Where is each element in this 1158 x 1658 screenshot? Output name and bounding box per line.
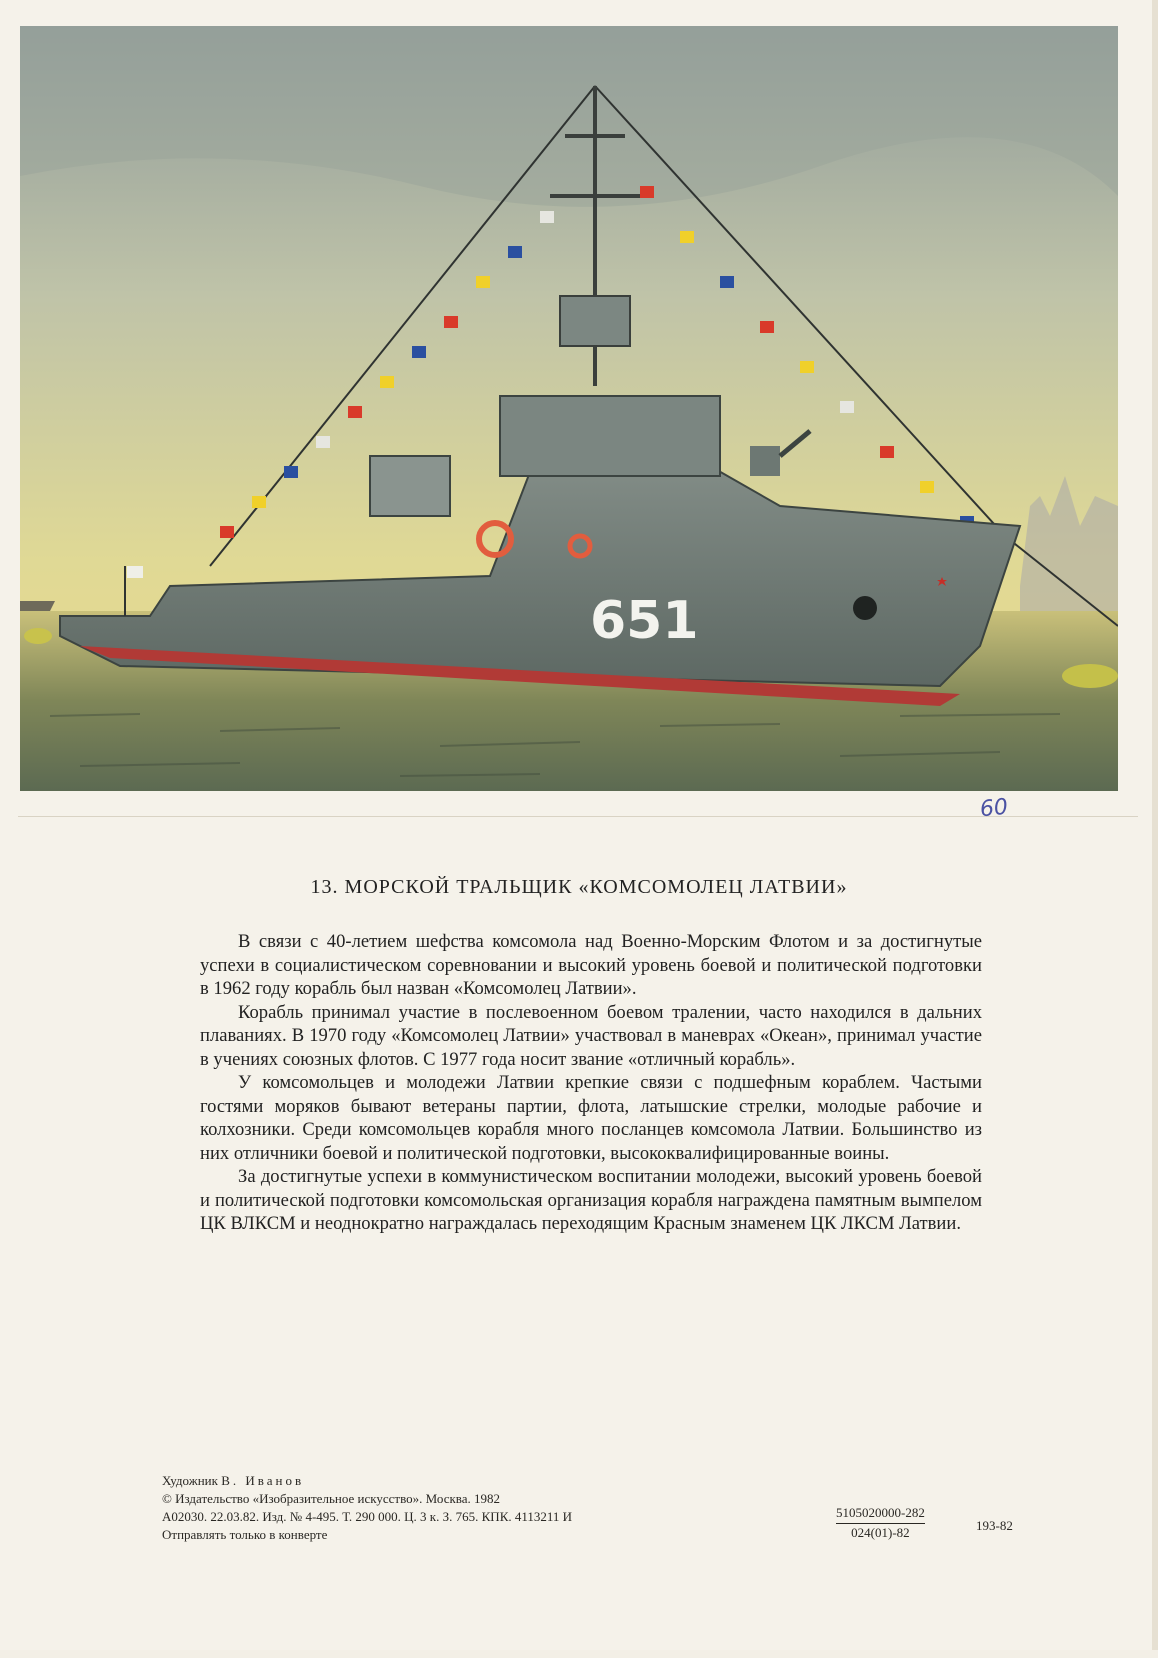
mailing-note: Отправлять только в конверте	[162, 1527, 328, 1542]
index-denominator: 024(01)-82	[851, 1525, 910, 1540]
hull-number: 651	[590, 591, 699, 651]
paragraph: Корабль принимал участие в послевоенном боевом тралении, часто находился в дальних плаваниях. В 1970 году «Комсомолец Латвии» участвовал в маневрах «Океан», принимал участие в учениях союзных флотов. С 1977 года носит звание «отличный корабль».	[200, 1001, 982, 1070]
artist-credit	[162, 1472, 1042, 1490]
paragraph: За достигнутые успехи в коммунистическом воспитании молодежи, высокий уровень боевой и политической подготовки комсомольская организация корабля награждена памятным вымпелом ЦК ВЛКСМ и неоднократно награждалась переходящим Красным знаменем ЦК ЛКСМ Латвии.	[200, 1166, 982, 1234]
paragraph: В связи с 40-летием шефства комсомола над Военно-Морским Флотом и за достигнутые успехи в социалистическом соревновании и высокий уровень боевой и политической подготовки в 1962 году корабль был назван «Комсомолец Латвии».	[200, 931, 982, 999]
print-info-line: А02030. 22.03.82. Изд. № 4-495. Т. 290 000. Ц. 3 к. З. 765. КПК. 4113211 И	[162, 1509, 573, 1524]
publisher-line: © Издательство «Изобразительное искусство». Москва. 1982	[162, 1491, 501, 1506]
index-suffix: 193-82	[976, 1518, 1013, 1533]
catalog-index	[836, 1504, 925, 1542]
ship-painting	[20, 26, 1118, 791]
paragraph: У комсомольцев и молодежи Латвии крепкие связи с подшефным кораблем. Частыми гостями моряков бывают ветераны партии, флота, латышские стрелки, молодые рабочие и колхозники. Среди комсомольцев корабля много посланцев комсомола Латвии. Большинство из них отличники боевой и политической подготовки, высококвалифицированные воины.	[200, 1072, 982, 1164]
card-title: 13. МОРСКОЙ ТРАЛЬЩИК «КОМСОМОЛЕЦ ЛАТВИИ»	[310, 876, 848, 898]
fold-line	[18, 816, 1138, 817]
description-text	[200, 930, 982, 1236]
ship-illustration	[20, 26, 1118, 791]
index-numerator: 5105020000-282	[836, 1504, 925, 1524]
handwritten-note: 60	[978, 794, 1010, 823]
artist-name: В. Иванов	[221, 1473, 305, 1488]
artist-label: Художник	[162, 1473, 218, 1488]
